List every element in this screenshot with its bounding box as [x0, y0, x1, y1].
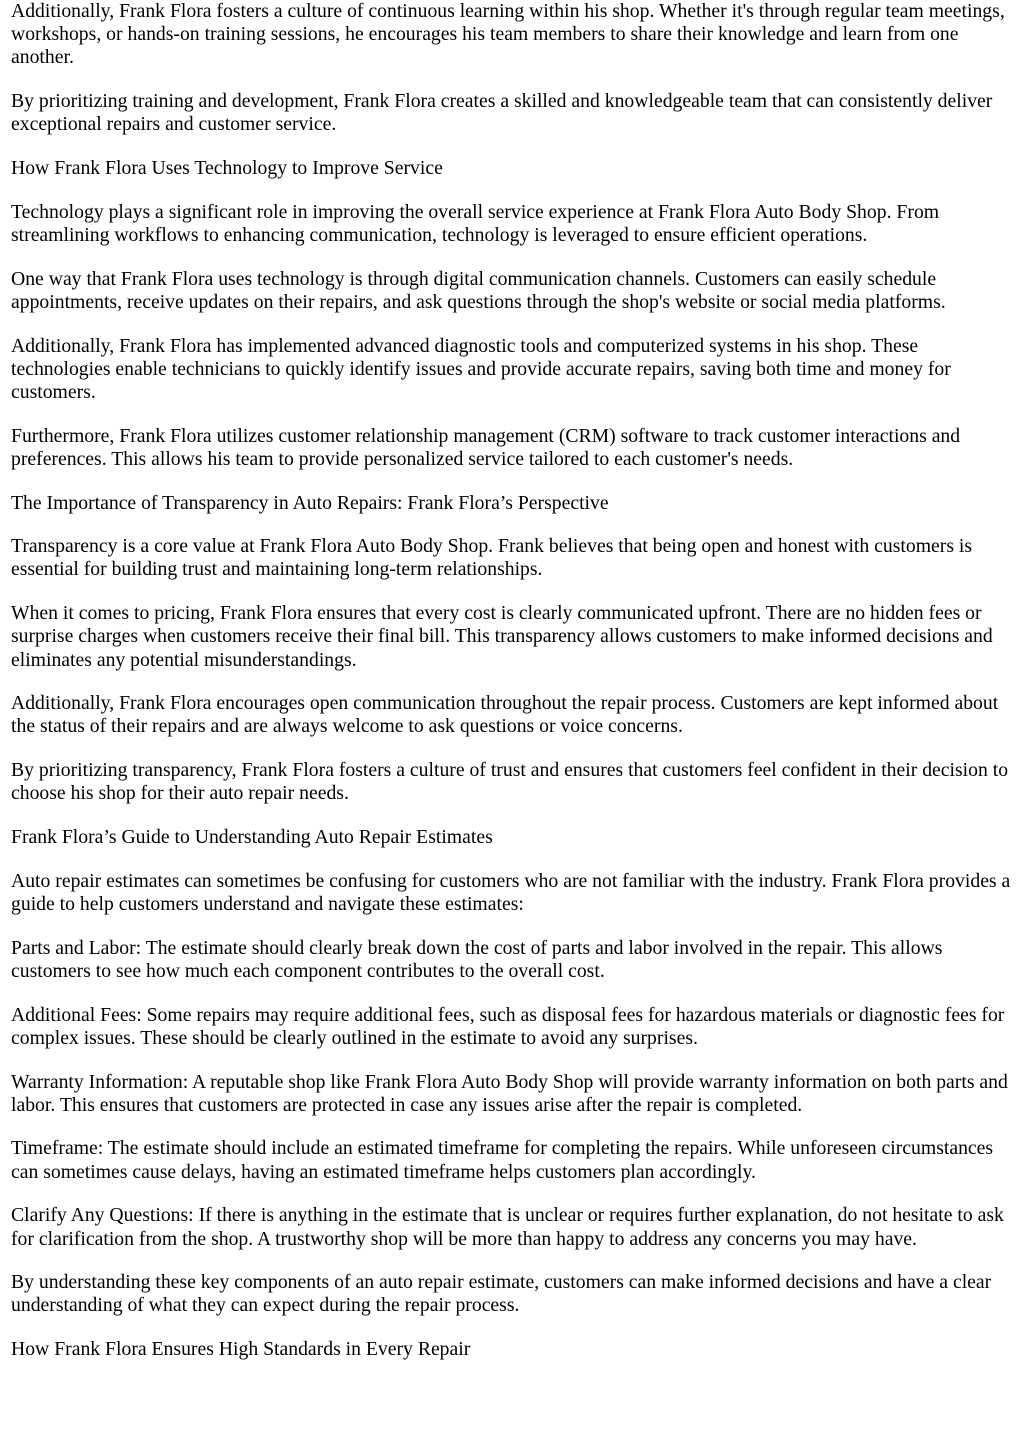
paragraph-clarify-questions: Clarify Any Questions: If there is anything in the estimate that is unclear or requires further explanation, do not hesitate to ask for clarification from the shop. A trustworthy shop will be more than happy to address any concerns you may have. — [11, 1204, 1004, 1250]
paragraph-estimates-intro: Auto repair estimates can sometimes be confusing for customers who are not familiar with the industry. Frank Flora provides a guide to help customers understand and navigate these estimates: — [11, 869, 1011, 915]
paragraph-training-development: By prioritizing training and development, Frank Flora creates a skilled and knowledgeable team that can consistently deliver exceptional repairs and customer service. — [11, 90, 993, 136]
paragraph-additional-fees: Additional Fees: Some repairs may require additional fees, such as disposal fees for hazardous materials or diagnostic fees for complex issues. These should be clearly outlined in the estimate to avoid any surprises. — [11, 1003, 1005, 1049]
section-heading-high-standards: How Frank Flora Ensures High Standards in Every Repair — [11, 1338, 471, 1361]
section-heading-estimates-guide: Frank Flora’s Guide to Understanding Auto Repair Estimates — [11, 826, 493, 849]
paragraph-warranty-information: Warranty Information: A reputable shop like Frank Flora Auto Body Shop will provide warranty information on both parts and labor. This ensures that customers are protected in case any issues arise after the repair is completed. — [11, 1070, 1008, 1116]
paragraph-parts-and-labor: Parts and Labor: The estimate should clearly break down the cost of parts and labor involved in the repair. This allows customers to see how much each component contributes to the overall cost. — [11, 936, 943, 982]
section-heading-transparency: The Importance of Transparency in Auto Repairs: Frank Flora’s Perspective — [11, 491, 609, 514]
paragraph-timeframe: Timeframe: The estimate should include an estimated timeframe for completing the repairs. While unforeseen circumstances can sometimes cause delays, having an estimated timeframe helps customers plan accordingly. — [11, 1137, 994, 1183]
paragraph-open-communication: Additionally, Frank Flora encourages open communication throughout the repair process. Customers are kept informed about the status of their repairs and are always welcome to ask questions or voice concerns. — [11, 692, 999, 738]
paragraph-pricing: When it comes to pricing, Frank Flora ensures that every cost is clearly communicated upfront. There are no hidden fees or surprise charges when customers receive their final bill. This transparency allows customers to make informed decisions and eliminates any potential misunderstandings. — [11, 602, 993, 671]
paragraph-continuous-learning: Additionally, Frank Flora fosters a culture of continuous learning within his shop. Whether it's through regular team meetings, workshops, or hands-on training sessions, he encourages his team members to share their knowledge and learn from one another. — [11, 0, 1005, 69]
paragraph-estimate-summary: By understanding these key components of an auto repair estimate, customers can make informed decisions and have a clear understanding of what they can expect during the repair process. — [11, 1271, 992, 1317]
paragraph-diagnostic-tools: Additionally, Frank Flora has implemented advanced diagnostic tools and computerized systems in his shop. These technologies enable technicians to quickly identify issues and provide accurate repairs, saving both time and money for customers. — [11, 334, 951, 403]
section-heading-technology: How Frank Flora Uses Technology to Improve Service — [11, 157, 443, 180]
paragraph-technology-role: Technology plays a significant role in improving the overall service experience at Frank Flora Auto Body Shop. From streamlining workflows to enhancing communication, technology is leveraged to ensure efficient operations. — [11, 200, 940, 246]
paragraph-transparency-core-value: Transparency is a core value at Frank Flora Auto Body Shop. Frank believes that being open and honest with customers is essential for building trust and maintaining long-term relationships. — [11, 535, 973, 581]
paragraph-digital-communication: One way that Frank Flora uses technology is through digital communication channels. Customers can easily schedule appointments, receive updates on their repairs, and ask questions through the shop's website or social media platforms. — [11, 267, 946, 313]
paragraph-crm-software: Furthermore, Frank Flora utilizes customer relationship management (CRM) software to track customer interactions and preferences. This allows his team to provide personalized service tailored to each customer's needs. — [11, 424, 961, 470]
paragraph-culture-of-trust: By prioritizing transparency, Frank Flora fosters a culture of trust and ensures that customers feel confident in their decision to choose his shop for their auto repair needs. — [11, 759, 1009, 805]
